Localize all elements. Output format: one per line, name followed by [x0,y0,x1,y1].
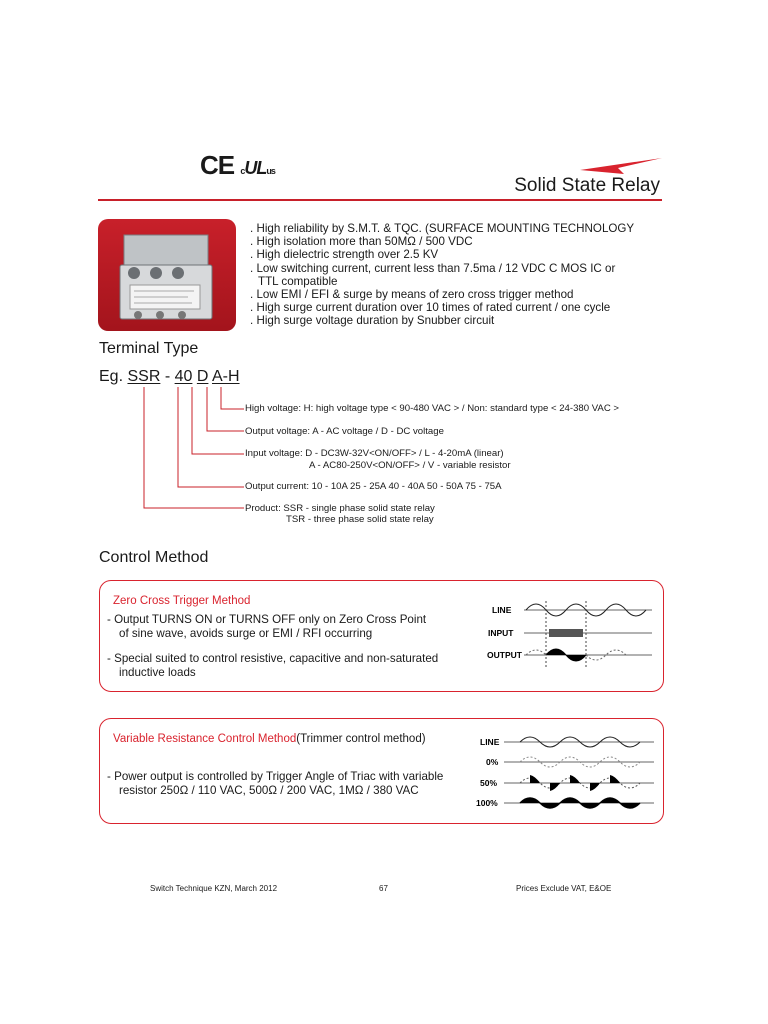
variable-title-suffix: (Trimmer control method) [296,733,426,745]
zero-cross-waveform-diagram [486,599,656,671]
feature-item: . High surge current duration over 10 times of rated current / one cycle [250,301,611,315]
example-part-output: A-H [211,368,240,385]
zero-cross-text-line: - Output TURNS ON or TURNS OFF only on Zero Cross Point [107,613,427,626]
feature-item: TTL compatible [258,274,338,288]
example-part-input: D [196,368,209,385]
zero-cross-text-line: inductive loads [119,665,196,679]
diagram-label-0-percent: 0% [486,757,499,767]
terminal-line-input-voltage-ac: A - AC80-250V<ON/OFF> / V - variable resistor [309,460,511,471]
zero-cross-description [107,613,438,679]
diagram-label-input: INPUT [488,628,514,638]
terminal-line-product: Product: SSR - single phase solid state relay [245,503,435,514]
example-dash: - [164,368,171,385]
diagram-label-output: OUTPUT [487,650,522,660]
feature-item: . High isolation more than 50MΩ / 500 VDC [250,235,473,249]
variable-title-text: Variable Resistance Control Method [113,733,297,745]
control-method-heading: Control Method [99,549,209,566]
diagram-label-line: LINE [480,737,500,747]
variable-resistance-description [107,770,443,797]
feature-item: . High dielectric strength over 2.5 KV [250,248,439,262]
feature-item: . Low switching current, current less than 7.5ma / 12 VDC C MOS IC or [250,261,616,275]
variable-resistance-waveform-diagram [474,729,658,815]
feature-item: . High surge voltage duration by Snubber circuit [250,314,495,328]
footer-right: Prices Exclude VAT, E&OE [516,884,612,893]
feature-item: . Low EMI / EFI & surge by means of zero cross trigger method [250,288,574,302]
diagram-label-100-percent: 100% [476,798,498,808]
footer-left: Switch Technique KZN, March 2012 [150,884,278,893]
us-mark: us [266,166,275,176]
example-prefix: Eg. [99,368,124,385]
variable-resistance-title [113,733,426,745]
diagram-label-line: LINE [492,605,512,615]
example-part-current: 40 [174,368,193,385]
terminal-type-heading: Terminal Type [99,340,199,357]
diagram-label-50-percent: 50% [480,778,498,788]
terminal-line-output-voltage: Output voltage: A - AC voltage / D - DC voltage [245,426,444,437]
page-number: 67 [379,884,388,893]
page-title: Solid State Relay [514,175,660,196]
terminal-line-high-voltage: High voltage: H: high voltage type < 90-480 VAC > / Non: standard type < 24-380 VAC > [245,403,620,414]
c-mark: c [240,166,245,176]
variable-text-line: - Power output is controlled by Trigger Angle of Triac with variable [107,770,444,783]
zero-cross-text-line: - Special suited to control resistive, capacitive and non-saturated [107,652,439,665]
terminal-line-product-tsr: TSR - three phase solid state relay [286,514,434,525]
ul-mark: UL [244,158,267,178]
zero-cross-box [99,580,664,692]
variable-text-line: resistor 250Ω / 110 VAC, 500Ω / 200 VAC, 1MΩ / 380 VAC [119,783,419,797]
zero-cross-title: Zero Cross Trigger Method [113,595,251,607]
terminal-line-input-voltage: Input voltage: D - DC3W-32V<ON/OFF> / L - 4-20mA (linear) [245,448,504,459]
feature-item: . High reliability by S.M.T. & TQC. (SURFACE MOUNTING TECHNOLOGY [250,222,635,235]
ce-mark: CE [200,150,235,180]
terminal-line-output-current: Output current: 10 - 10A 25 - 25A 40 - 40A 50 - 50A 75 - 75A [245,481,502,492]
variable-resistance-box [99,718,664,824]
zero-cross-text-line: of sine wave, avoids surge or EMI / RFI occurring [119,626,373,640]
example-part-product: SSR [127,368,161,385]
